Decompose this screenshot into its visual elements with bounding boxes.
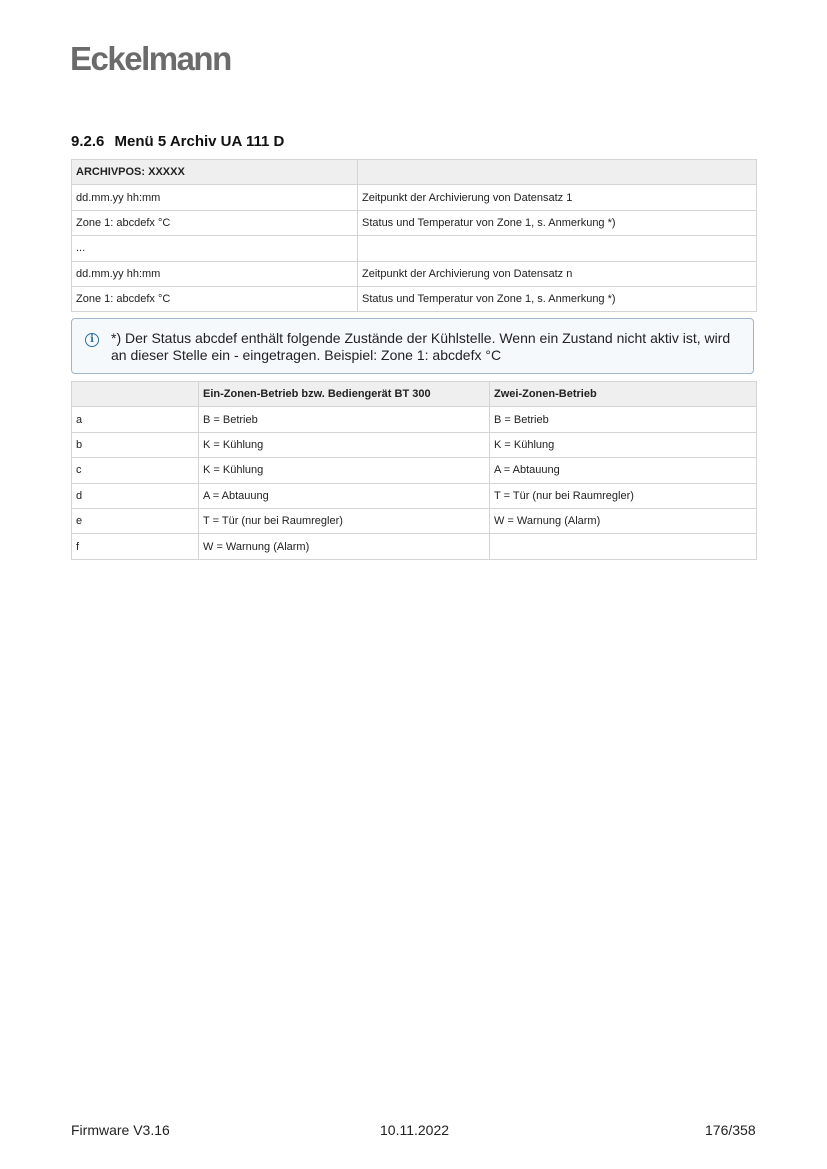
info-note — [71, 318, 754, 374]
table-cell: Zone 1: abcdefx °C — [72, 286, 358, 311]
table-cell: W = Warnung (Alarm) — [199, 534, 490, 559]
table-row — [72, 261, 757, 286]
table-cell: T = Tür (nur bei Raumregler) — [199, 508, 490, 533]
table-cell: K = Kühlung — [199, 432, 490, 457]
footer-page-number: 176/358 — [705, 1122, 756, 1138]
table-header-cell — [358, 160, 757, 185]
table-cell: dd.mm.yy hh:mm — [72, 261, 358, 286]
table-cell: Status und Temperatur von Zone 1, s. Anmerkung *) — [358, 210, 757, 235]
table-cell — [358, 236, 757, 261]
info-icon: i — [85, 333, 99, 347]
table-row — [72, 534, 757, 559]
table-header-cell: Ein-Zonen-Betrieb bzw. Bediengerät BT 300 — [199, 382, 490, 407]
table-cell: b — [72, 432, 199, 457]
footer-date: 10.11.2022 — [380, 1122, 450, 1138]
status-code-table — [71, 381, 757, 560]
table-cell: W = Warnung (Alarm) — [490, 508, 757, 533]
table-header-cell — [72, 382, 199, 407]
section-number: 9.2.6 — [71, 133, 105, 150]
table-row — [72, 407, 757, 432]
table-cell: c — [72, 458, 199, 483]
table-header-cell: ARCHIVPOS: XXXXX — [72, 160, 358, 185]
table-cell — [490, 534, 757, 559]
table-cell: a — [72, 407, 199, 432]
table-row — [72, 508, 757, 533]
table-cell: d — [72, 483, 199, 508]
company-logo: Eckelmann — [70, 40, 231, 77]
table-row — [72, 432, 757, 457]
table-cell: A = Abtauung — [490, 458, 757, 483]
archive-table — [71, 159, 757, 312]
table-cell: Status und Temperatur von Zone 1, s. Anmerkung *) — [358, 286, 757, 311]
table-row — [72, 210, 757, 235]
table-cell: e — [72, 508, 199, 533]
table-row — [72, 483, 757, 508]
table-cell: dd.mm.yy hh:mm — [72, 185, 358, 210]
table-cell: K = Kühlung — [490, 432, 757, 457]
table-header-row — [72, 160, 757, 185]
note-text: *) Der Status abcdef enthält folgende Zustände der Kühlstelle. Wenn ein Zustand nicht aktiv ist, wird an dieser Stelle ein - eingetragen. Beispiel: Zone 1: abcdefx °C — [111, 330, 731, 363]
table-cell: K = Kühlung — [199, 458, 490, 483]
section-heading — [71, 133, 284, 150]
table-cell: Zone 1: abcdefx °C — [72, 210, 358, 235]
table-header-cell: Zwei-Zonen-Betrieb — [490, 382, 757, 407]
table-row — [72, 236, 757, 261]
table-cell: A = Abtauung — [199, 483, 490, 508]
table-cell: B = Betrieb — [490, 407, 757, 432]
table-cell: Zeitpunkt der Archivierung von Datensatz 1 — [358, 185, 757, 210]
table-cell: B = Betrieb — [199, 407, 490, 432]
table-cell: Zeitpunkt der Archivierung von Datensatz n — [358, 261, 757, 286]
table-header-row — [72, 382, 757, 407]
table-cell: T = Tür (nur bei Raumregler) — [490, 483, 757, 508]
footer-firmware: Firmware V3.16 — [71, 1122, 170, 1138]
table-row — [72, 185, 757, 210]
section-title: Menü 5 Archiv UA 111 D — [114, 133, 285, 150]
table-cell: ... — [72, 236, 358, 261]
table-row — [72, 458, 757, 483]
table-row — [72, 286, 757, 311]
table-cell: f — [72, 534, 199, 559]
